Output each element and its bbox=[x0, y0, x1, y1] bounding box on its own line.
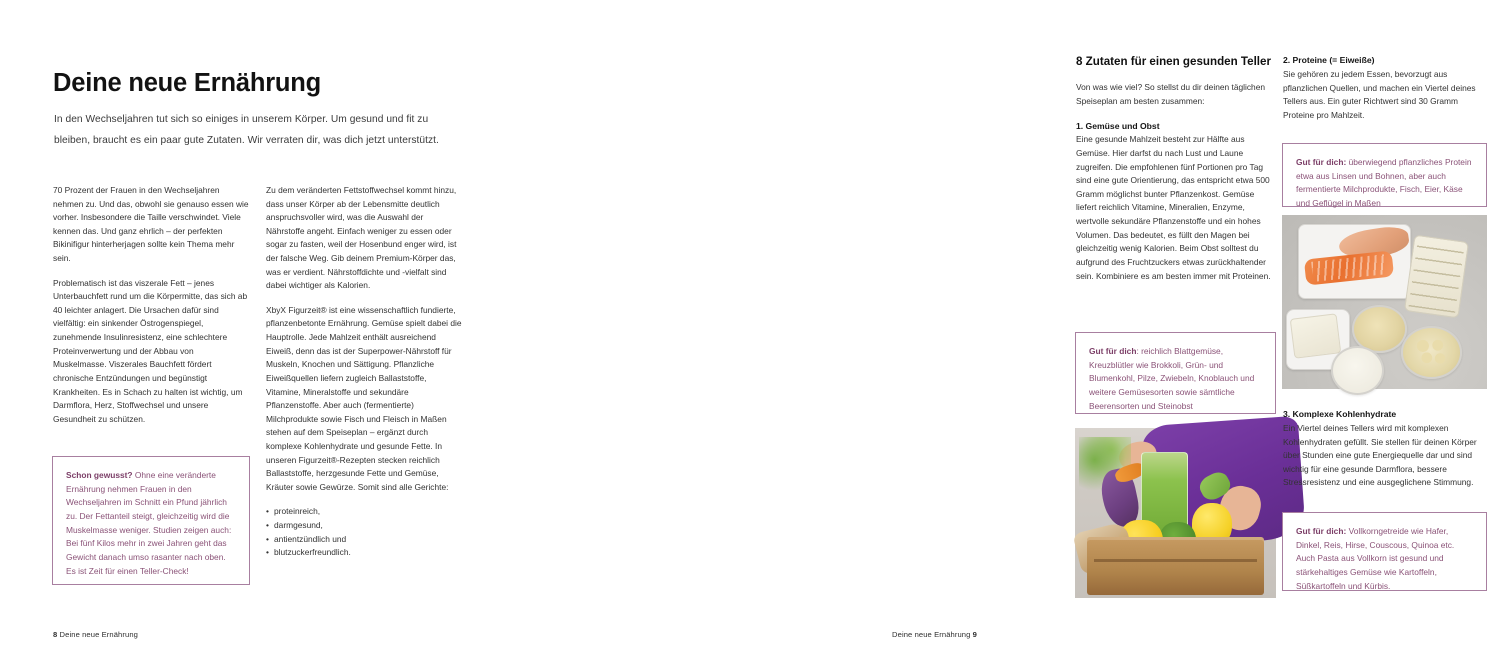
callout-gut-fuer-dich-proteine bbox=[1282, 143, 1487, 207]
callout-lead: Schon gewusst? bbox=[66, 470, 133, 480]
list-item: • blutzuckerfreundlich. bbox=[266, 546, 463, 560]
callout-body: überwiegend pflanzliches Protein etwa aus Linsen und Bohnen, aber auch fermentierte Milchprodukte, Fisch, Eier, Käse und Geflügel in Maßen bbox=[1296, 157, 1472, 209]
folio-section: Deine neue Ernährung bbox=[59, 630, 138, 639]
body-paragraph: Eine gesunde Mahlzeit besteht zur Hälfte aus Gemüse. Hier darfst du nach Lust und Laune zugreifen. Die empfohlenen fünf Portionen pro Tag sind eine gute Orientierung, das entspricht etwa 500 Gramm möglichst bunter Pflanzenkost. Gemüse liefert reichlich Vitamine, Mineralien, Enzyme, wertvolle sekundäre Pflanzenstoffe und ein hohes Volumen. Das bedeutet, es füllt den Magen bei gleichzeitig wenig Kalorien. Beim Obst solltest du aufgrund des Fruchtzuckers etwas zurückhaltender sein. Kombiniere es am besten immer mit Proteinen. bbox=[1076, 134, 1271, 281]
body-paragraph: Problematisch ist das viszerale Fett – jenes Unterbauchfett rund um die Körpermitte, das sich ab 40 leichter anlagert. Die Ursachen dafür sind vielfältig: ein sinkender Östrogenspiegel, zunehmende Insulinresistenz, eine schlechtere Proteinverwertung und der Abbau von Muskelmasse. Viszerales Bauchfett fördert chronische Entzündungen und begünstigt Krankheiten. Es in Schach zu halten ist wichtig, um Darmflora, Herz, Stoffwechsel und unsere Gesundheit zu schützen. bbox=[53, 277, 248, 424]
article-deck: In den Wechseljahren tut sich so einiges in unserem Körper. Um gesund und fit zu bleiben, braucht es ein paar gute Zutaten. Wir verraten dir, was dich jetzt unterstützt. bbox=[54, 114, 439, 147]
body-column-5 bbox=[1283, 408, 1486, 490]
body-column-4 bbox=[1283, 54, 1486, 122]
item-heading-proteine: 2. Proteine (= Eiweiße) bbox=[1283, 55, 1375, 65]
callout-lead: Gut für dich: bbox=[1296, 157, 1347, 167]
folio-page-number: 9 bbox=[972, 630, 977, 639]
list-item: • proteinreich, bbox=[266, 505, 463, 519]
bowl-shape-white bbox=[1331, 346, 1384, 395]
callout-body: Ohne eine veränderte Ernährung nehmen Frauen in den Wechseljahren im Schnitt ein Pfund jährlich zu. Der Fettanteil steigt, gleichzeitig wird die Muskelmasse weniger. Studien zeigen auch: Bei fünf Kilos mehr in zwei Jahren geht das Gewicht danach umso rasanter nach oben. Es ist Zeit für einen Teller-Check! bbox=[66, 470, 232, 576]
body-column-1 bbox=[53, 184, 249, 426]
callout-gut-fuer-dich-gemuese bbox=[1075, 332, 1276, 414]
body-paragraph: 70 Prozent der Frauen in den Wechseljahren nehmen zu. Und das, obwohl sie genauso essen wie vorher. Insbesondere die Taille verschwindet. Viele kennen das. Und ganz ehrlich – der perfekten Bikinifigur hinterherjagen sollte kein Thema mehr sein. bbox=[53, 185, 249, 264]
photo-vegetable-crate bbox=[1075, 428, 1276, 598]
list-item: • antientzündlich und bbox=[266, 533, 463, 547]
section-title: 8 Zutaten für einen gesunden Teller bbox=[1076, 55, 1271, 68]
page-left bbox=[0, 0, 510, 667]
folio-left bbox=[53, 630, 138, 639]
body-column-2 bbox=[266, 184, 463, 560]
callout-body: Vollkorngetreide wie Hafer, Dinkel, Reis, Hirse, Couscous, Quinoa etc. Auch Pasta aus Vollkorn ist gesund und stärkehaltiges Gemüse wie Kartoffeln, Süßkartoffeln und Kürbis. bbox=[1296, 526, 1455, 591]
item-heading-gemuese-und-obst: 1. Gemüse und Obst bbox=[1076, 120, 1160, 131]
benefits-list bbox=[266, 505, 463, 559]
photo-protein-flatlay bbox=[1282, 215, 1487, 389]
callout-gut-fuer-dich-kohlenhydrate bbox=[1282, 512, 1487, 591]
body-paragraph: Zu dem veränderten Fettstoffwechsel kommt hinzu, dass unser Körper ab der Lebensmitte deutlich anspruchsvoller wird, was die Auswahl der Nährstoffe angeht. Einfach weniger zu essen oder sogar zu fasten, weil der Hosenbund enger wird, ist der falsche Weg. Gib deinem Premium-Körper das, was er verdient. Nährstoffdichte und -vielfalt sind dabei wichtiger als Kalorien. bbox=[266, 185, 457, 291]
page-title: Deine neue Ernährung bbox=[53, 69, 322, 98]
callout-schon-gewusst bbox=[52, 456, 250, 585]
body-paragraph: Ein Viertel deines Tellers wird mit komplexen Kohlenhydraten gefüllt. Sie stellen für deinen Körper über Stunden eine gute Energiequelle dar und sind wichtig für eine gesunde Darmflora, bessere Stressresistenz und eine ausgeglichene Stimmung. bbox=[1283, 422, 1477, 488]
body-paragraph: XbyX Figurzeit® ist eine wissenschaftlich fundierte, pflanzenbetonte Ernährung. Gemüse spielt dabei die Hauptrolle. Jede Mahlzeit enthält ausreichend Eiweiß, denn das ist der Superpower-Nährstoff für Muskeln, Knochen und Sättigung. Pflanzliche Eiweißquellen liefern zugleich Ballaststoffe, Vitamine, Mineralstoffe und sekundäre Pflanzenstoffe. Aber auch (fermentierte) Milchprodukte sowie Fisch und Fleisch in Maßen stehen auf dem Speiseplan – ergänzt durch komplexe Kohlenhydrate und gesunde Fette. In unseren Figurzeit®-Rezepten stecken reichlich Ballaststoffe, herzgesunde Fette und Gemüse, Kräuter sowie Gewürze. Somit sind alle Gerichte: bbox=[266, 304, 462, 492]
body-paragraph: Sie gehören zu jedem Essen, bevorzugt aus pflanzlichen Quellen, und machen ein Viertel deines Tellers aus. Ein guter Richtwert sind 30 Gramm Proteine pro Mahlzeit. bbox=[1283, 68, 1476, 120]
callout-body: : reichlich Blattgemüse, Kreuzblütler wie Brokkoli, Grün- und Blumenkohl, Pilze, Zwiebeln, Knoblauch und weitere Gemüsesorten sowie sämtliche Beerensorten und Steinobst bbox=[1089, 346, 1255, 411]
folio-page-number: 8 bbox=[53, 630, 58, 639]
page-right bbox=[510, 0, 1477, 667]
item-heading-kohlenhydrate: 3. Komplexe Kohlenhydrate bbox=[1283, 409, 1397, 419]
list-item: • darmgesund, bbox=[266, 519, 463, 533]
feta-cheese-shape bbox=[1290, 313, 1342, 359]
bowl-shape-cubes bbox=[1401, 326, 1462, 379]
wooden-crate-shape bbox=[1087, 537, 1264, 595]
folio-section: Deine neue Ernährung bbox=[892, 630, 971, 639]
body-column-3 bbox=[1076, 54, 1276, 283]
callout-lead: Gut für dich: bbox=[1296, 526, 1347, 536]
section-intro: Von was wie viel? So stellst du dir deinen täglichen Speiseplan am besten zusammen: bbox=[1076, 82, 1266, 106]
callout-lead: Gut für dich bbox=[1089, 346, 1137, 356]
folio-right bbox=[892, 630, 977, 639]
tofu-slices-shape bbox=[1404, 234, 1469, 318]
